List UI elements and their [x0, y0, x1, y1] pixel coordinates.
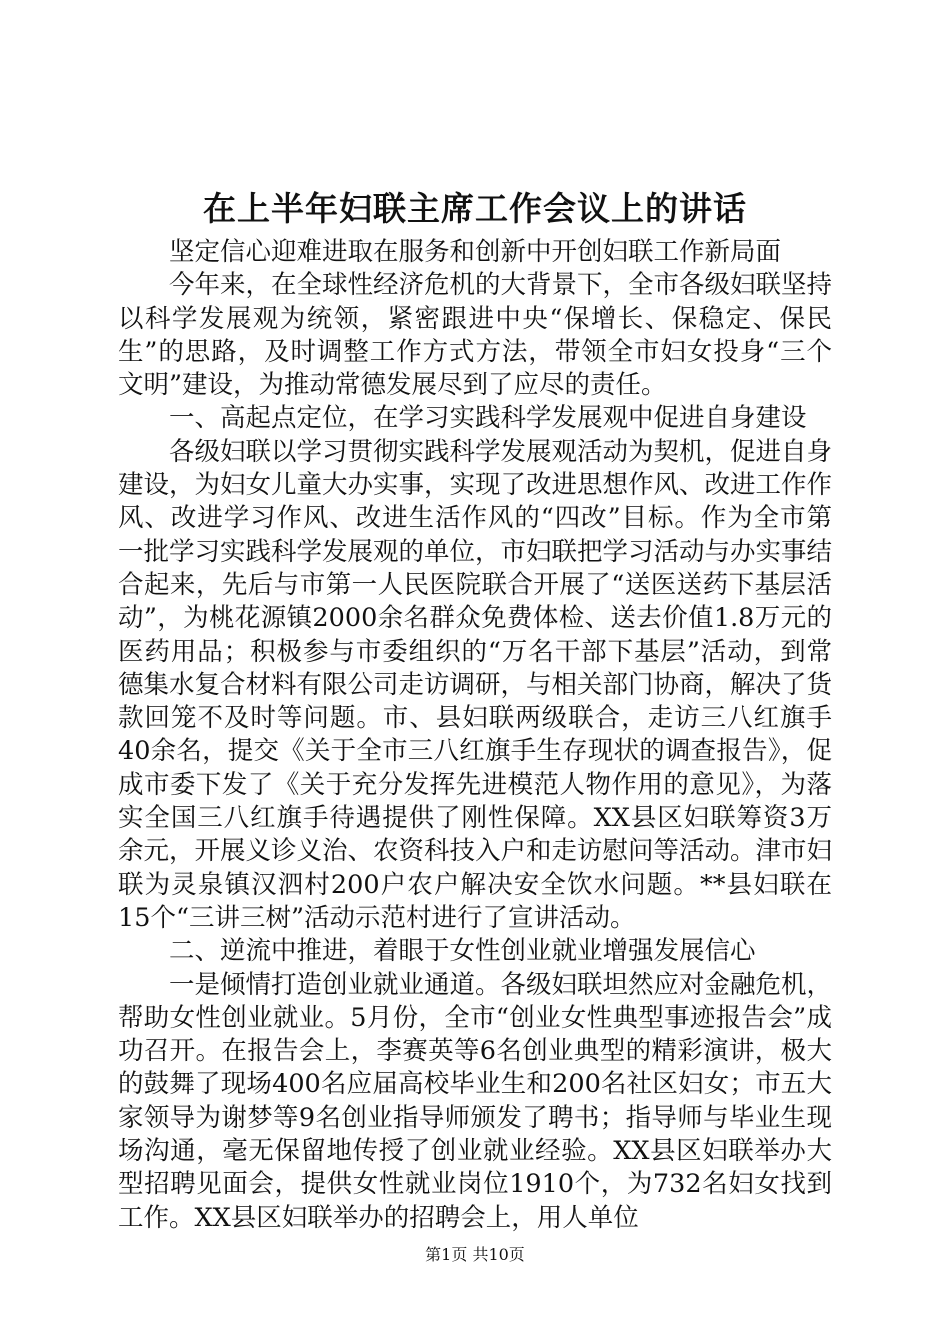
- page-footer: 第1页 共10页: [425, 1245, 525, 1264]
- intro-paragraph: 今年来，在全球性经济危机的大背景下，全市各级妇联坚持以科学发展观为统领，紧密跟进中央“保增长、保稳定、保民生”的思路，及时调整工作方式方法，带领全市妇女投身“三个文明”建设，为推动常德发展尽到了应尽的责任。: [118, 270, 833, 401]
- section-1-paragraph: 各级妇联以学习贯彻实践科学发展观活动为契机，促进自身建设，为妇女儿童大办实事，实现了改进思想作风、改进工作作风、改进学习作风、改进生活作风的“四改”目标。作为全市第一批学习实践科学发展观的单位，市妇联把学习活动与办实事结合起来，先后与市第一人民医院联合开展了“送医送药下基层活动”，为桃花源镇2000余名群众免费体检、送去价值1.8万元的医药用品；积极参与市委组织的“万名干部下基层”活动，到常德集水复合材料有限公司走访调研，与相关部门协商，解决了货款回笼不及时等问题。市、县妇联两级联合，走访三八红旗手40余名，提交《关于全市三八红旗手生存现状的调查报告》，促成市委下发了《关于充分发挥先进模范人物作用的意见》，为落实全国三八红旗手待遇提供了刚性保障。XX县区妇联筹资3万余元，开展义诊义治、农资科技入户和走访慰问等活动。津市妇联为灵泉镇汉泗村200户农户解决安全饮水问题。**县妇联在15个“三讲三树”活动示范村进行了宣讲活动。: [118, 436, 833, 933]
- section-heading-2: 二、逆流中推进，着眼于女性创业就业增强发展信心: [169, 936, 756, 967]
- section-heading-1: 一、高起点定位，在学习实践科学发展观中促进自身建设: [169, 403, 807, 434]
- section-2-paragraph: 一是倾情打造创业就业通道。各级妇联坦然应对金融危机，帮助女性创业就业。5月份，全市“创业女性典型事迹报告会”成功召开。在报告会上，李赛英等6名创业典型的精彩演讲，极大的鼓舞了现场400名应届高校毕业生和200名社区妇女；市五大家领导为谢梦等9名创业指导师颁发了聘书；指导师与毕业生现场沟通，毫无保留地传授了创业就业经验。XX县区妇联举办大型招聘见面会，提供女性就业岗位1910个，为732名妇女找到工作。XX县区妇联举办的招聘会上，用人单位: [118, 969, 833, 1233]
- subtitle-paragraph: 坚定信心迎难进取在服务和创新中开创妇联工作新局面: [169, 237, 782, 267]
- document-body: [118, 236, 832, 1235]
- document-title: 在上半年妇联主席工作会议上的讲话: [203, 189, 747, 228]
